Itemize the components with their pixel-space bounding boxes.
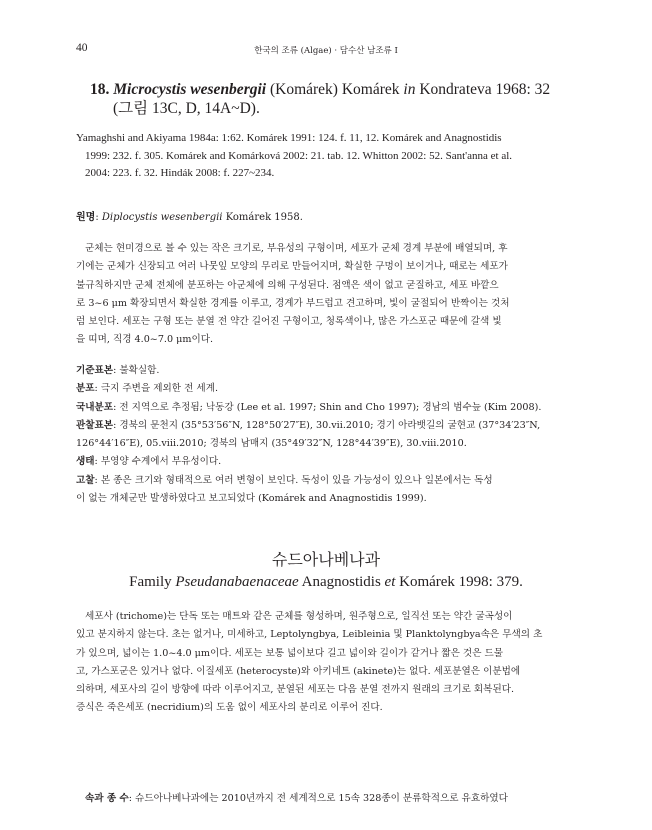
species-info xyxy=(76,362,596,508)
reference-line: 2004: 223. f. 32. Hindák 2008: f. 227~234. xyxy=(85,167,275,179)
synonym: 원명: Diplocystis wesenbergii Komárek 1958. xyxy=(76,212,303,223)
family-description-line: 세포사 (trichome)는 단독 또는 매트와 같은 군체를 형성하며, 원주형으로, 일직선 또는 약간 굴곡성이 xyxy=(85,611,513,622)
korea-distribution xyxy=(76,399,596,417)
description-line: 럼 보인다. 세포는 구형 또는 분열 전 약간 길어진 구형이고, 청록색이나, 많은 가스포군 때문에 갈색 빛 xyxy=(76,316,502,328)
examined-text: : 경북의 문천지 (35°53′56″N, 128°50′27″E), 30.vii.2010; 경기 아라뱃길의 굴현교 (37°34′23″N, xyxy=(113,419,541,431)
type-specimen xyxy=(76,362,596,380)
genus-species-text: : 슈드아나베나과에는 2010년까지 전 세계적으로 15속 328종이 분류학적으로 유효하였다 xyxy=(128,793,508,804)
family-authors-2: Komárek 1998: 379. xyxy=(399,574,523,590)
species-figures: (그림 13C, D, 14A~D). xyxy=(113,100,260,117)
synonym-label: 원명 xyxy=(76,212,96,223)
ecology-label: 생태 xyxy=(76,456,95,468)
reference-line: 1999: 232. f. 305. Komárek and Komárková 2002: 21. tab. 12. Whitton 2002: 52. Sant'anna et al. xyxy=(85,149,513,162)
family-et: et xyxy=(384,574,396,590)
species-source: Kondrateva 1968: 32 xyxy=(419,81,551,98)
remarks xyxy=(76,472,596,490)
description-line: 군체는 현미경으로 볼 수 있는 작은 크기로, 부유성의 구형이며, 세포가 군체 경계 부분에 배열되며, 후 xyxy=(85,243,508,254)
examined-label: 관찰표본 xyxy=(76,419,114,431)
distribution-label: 분포 xyxy=(76,383,95,395)
synonym-name: Diplocystis wesenbergii xyxy=(101,212,223,223)
references xyxy=(76,130,588,183)
ecology xyxy=(76,453,596,471)
family-word: Family xyxy=(129,574,172,590)
family-authors: Anagnostidis xyxy=(301,574,381,590)
remarks-label: 고찰 xyxy=(76,474,95,486)
ecology-text: : 부영양 수계에서 부유성이다. xyxy=(94,456,222,468)
family-korean-title: 슈드아나베나과 xyxy=(271,550,381,569)
page-number: 40 xyxy=(76,42,88,54)
description-line: 로 3~6 μm 확장되면서 확실한 경계를 이루고, 경계가 부드럽고 견고하며, 빛이 굴절되어 반짝이는 것처 xyxy=(76,297,510,309)
description-line: 불규칙하지만 군체 전체에 분포하는 아군체에 의해 구성된다. 점액은 색이 없고 굳질하고, 세포 바깥으 xyxy=(76,279,499,291)
description-line: 을 띠며, 직경 4.0~7.0 μm이다. xyxy=(76,334,214,346)
species-authority: (Komárek) Komárek xyxy=(269,81,400,98)
examined-continuation: 126°44′16″E), 05.viii.2010; 경북의 남매지 (35°49′32″N, 128°44′39″E), 30.viii.2010. xyxy=(76,438,467,450)
family-description-line: 있고 분지하지 않는다. 초는 없거나, 미세하고, Leptolyngbya, Leibleinia 및 Planktolyngbya속은 무색의 초 xyxy=(76,629,543,641)
examined-specimens xyxy=(76,417,596,435)
synonym-authority: Komárek 1958. xyxy=(225,212,303,223)
running-head: 한국의 조류 (Algae) · 담수산 남조류 I xyxy=(254,46,398,56)
family-name: Pseudanabaenaceae xyxy=(175,574,299,590)
type-specimen-label: 기준표본 xyxy=(76,365,114,376)
family-description-line: 가 있으며, 넓이는 1.0~4.0 μm이다. 세포는 보통 넓이보다 길고 넓이와 길이가 같거나 짧은 것은 드물 xyxy=(76,647,504,659)
remarks-text: : 본 종은 크기와 형태적으로 여러 변형이 보인다. 독성이 있을 가능성이 있으나 일본에서는 독성 xyxy=(94,474,493,486)
family-description-line: 의하며, 세포사의 길이 방향에 따라 이루어지고, 분열된 세포는 다음 분열 전까지 원래의 크기로 회복된다. xyxy=(76,684,515,696)
species-in: in xyxy=(403,81,416,98)
reference-line: Yamaghshi and Akiyama 1984a: 1:62. Komárek 1991: 124. f. 11, 12. Komárek and Anagnostidis xyxy=(76,132,502,144)
remarks-continuation: 이 없는 개체군만 발생하였다고 보고되었다 (Komárek and Anagnostidis 1999). xyxy=(76,493,427,505)
type-specimen-text: : 불확실함. xyxy=(113,365,160,376)
family-heading xyxy=(0,574,652,591)
description-line: 기에는 군체가 신장되고 여러 나뭇잎 모양의 무리로 만들어지며, 확실한 구멍이 보이거나, 때로는 세포가 xyxy=(76,261,508,273)
family-description-line: 고, 가스포군은 있거나 없다. 이질세포 (heterocyste)와 아키네트 (akinete)는 없다. 세포분열은 이분법에 xyxy=(76,665,521,677)
korea-distribution-label: 국내분포 xyxy=(76,401,114,413)
species-description xyxy=(76,240,588,350)
species-name: Microcystis wesenbergii xyxy=(113,81,267,98)
family-description-line: 증식은 죽은세포 (necridium)의 도움 없이 세포사의 분리로 이루어 진다. xyxy=(76,702,383,714)
korea-distribution-text: : 전 지역으로 추정됨; 낙동강 (Lee et al. 1997; Shin and Cho 1997); 경남의 범수늪 (Kim 2008). xyxy=(113,401,542,413)
genus-species-count xyxy=(76,790,588,808)
genus-species-label: 속과 종 수 xyxy=(85,793,129,804)
species-number: 18. xyxy=(90,81,110,98)
species-heading xyxy=(90,80,590,118)
distribution xyxy=(76,380,596,398)
distribution-text: : 극지 주변을 제외한 전 세계. xyxy=(94,383,219,395)
family-description xyxy=(76,608,588,718)
